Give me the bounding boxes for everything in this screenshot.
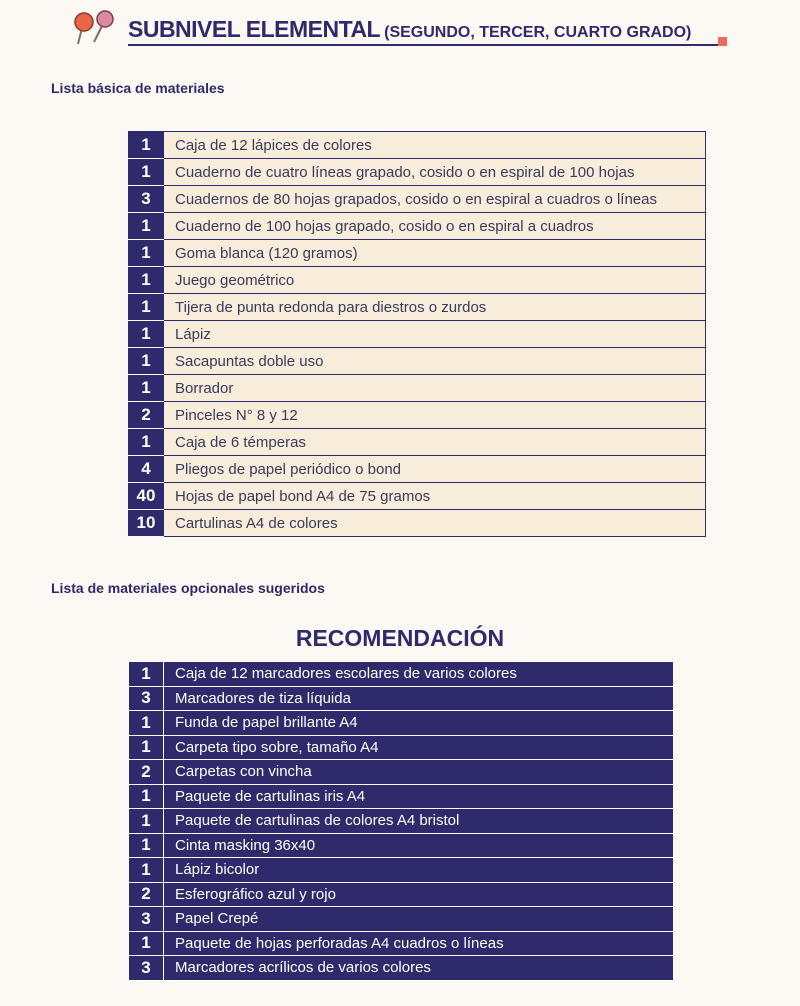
quantity-cell: 1 [129, 294, 164, 321]
quantity-cell: 2 [129, 760, 164, 785]
item-cell: Borrador [164, 375, 706, 402]
table-row [129, 456, 706, 483]
table-row [129, 833, 674, 858]
table-row [129, 267, 706, 294]
table-row [129, 882, 674, 907]
item-cell: Lápiz [164, 321, 706, 348]
pushpin-icon [68, 8, 120, 48]
optional-list-heading: Lista de materiales opcionales sugeridos [51, 580, 325, 596]
item-cell: Marcadores acrílicos de varios colores [164, 956, 674, 981]
item-cell: Hojas de papel bond A4 de 75 gramos [164, 483, 706, 510]
quantity-cell: 1 [129, 348, 164, 375]
table-row [129, 735, 674, 760]
quantity-cell: 1 [129, 809, 164, 834]
quantity-cell: 1 [129, 735, 164, 760]
item-cell: Cinta masking 36x40 [164, 833, 674, 858]
quantity-cell: 1 [129, 132, 164, 159]
table-row [129, 429, 706, 456]
item-cell: Paquete de cartulinas de colores A4 bristol [164, 809, 674, 834]
basic-list-heading: Lista básica de materiales [51, 80, 225, 96]
quantity-cell: 1 [129, 240, 164, 267]
table-row [129, 348, 706, 375]
table-row [129, 186, 706, 213]
optional-materials-table [128, 661, 674, 981]
quantity-cell: 2 [129, 882, 164, 907]
item-cell: Funda de papel brillante A4 [164, 711, 674, 736]
table-row [129, 711, 674, 736]
table-row [129, 483, 706, 510]
quantity-cell: 1 [129, 321, 164, 348]
item-cell: Caja de 12 marcadores escolares de varios colores [164, 662, 674, 687]
item-cell: Tijera de punta redonda para diestros o zurdos [164, 294, 706, 321]
item-cell: Lápiz bicolor [164, 858, 674, 883]
table-row [129, 760, 674, 785]
quantity-cell: 2 [129, 402, 164, 429]
item-cell: Cartulinas A4 de colores [164, 510, 706, 537]
item-cell: Paquete de cartulinas iris A4 [164, 784, 674, 809]
table-row [129, 956, 674, 981]
page-header [68, 6, 728, 48]
quantity-cell: 1 [129, 784, 164, 809]
quantity-cell: 1 [129, 858, 164, 883]
item-cell: Pliegos de papel periódico o bond [164, 456, 706, 483]
table-row [129, 321, 706, 348]
quantity-cell: 1 [129, 662, 164, 687]
quantity-cell: 1 [129, 711, 164, 736]
basic-materials-table [128, 131, 706, 537]
item-cell: Caja de 12 lápices de colores [164, 132, 706, 159]
table-row [129, 809, 674, 834]
page-title: SUBNIVEL ELEMENTAL (SEGUNDO, TERCER, CUARTO GRADO) [128, 16, 692, 42]
quantity-cell: 1 [129, 159, 164, 186]
item-cell: Carpeta tipo sobre, tamaño A4 [164, 735, 674, 760]
table-row [129, 662, 674, 687]
quantity-cell: 3 [129, 956, 164, 981]
item-cell: Goma blanca (120 gramos) [164, 240, 706, 267]
table-row [129, 159, 706, 186]
item-cell: Juego geométrico [164, 267, 706, 294]
table-row [129, 294, 706, 321]
recommendation-heading: RECOMENDACIÓN [295, 625, 505, 651]
quantity-cell: 3 [129, 686, 164, 711]
table-row [129, 686, 674, 711]
item-cell: Sacapuntas doble uso [164, 348, 706, 375]
item-cell: Marcadores de tiza líquida [164, 686, 674, 711]
item-cell: Pinceles N° 8 y 12 [164, 402, 706, 429]
quantity-cell: 3 [129, 907, 164, 932]
table-row [129, 907, 674, 932]
item-cell: Papel Crepé [164, 907, 674, 932]
quantity-cell: 1 [129, 267, 164, 294]
quantity-cell: 1 [129, 375, 164, 402]
quantity-cell: 4 [129, 456, 164, 483]
table-row [129, 510, 706, 537]
quantity-cell: 3 [129, 186, 164, 213]
title-underline [128, 44, 720, 46]
item-cell: Carpetas con vincha [164, 760, 674, 785]
table-row [129, 858, 674, 883]
accent-square [718, 37, 727, 46]
table-row [129, 931, 674, 956]
item-cell: Cuaderno de cuatro líneas grapado, cosido o en espiral de 100 hojas [164, 159, 706, 186]
table-row [129, 784, 674, 809]
quantity-cell: 1 [129, 931, 164, 956]
table-row [129, 213, 706, 240]
item-cell: Cuaderno de 100 hojas grapado, cosido o en espiral a cuadros [164, 213, 706, 240]
quantity-cell: 40 [129, 483, 164, 510]
quantity-cell: 1 [129, 213, 164, 240]
item-cell: Caja de 6 témperas [164, 429, 706, 456]
item-cell: Esferográfico azul y rojo [164, 882, 674, 907]
item-cell: Cuadernos de 80 hojas grapados, cosido o en espiral a cuadros o líneas [164, 186, 706, 213]
quantity-cell: 10 [129, 510, 164, 537]
table-row [129, 375, 706, 402]
item-cell: Paquete de hojas perforadas A4 cuadros o líneas [164, 931, 674, 956]
quantity-cell: 1 [129, 429, 164, 456]
quantity-cell: 1 [129, 833, 164, 858]
table-row [129, 402, 706, 429]
table-row [129, 132, 706, 159]
table-row [129, 240, 706, 267]
